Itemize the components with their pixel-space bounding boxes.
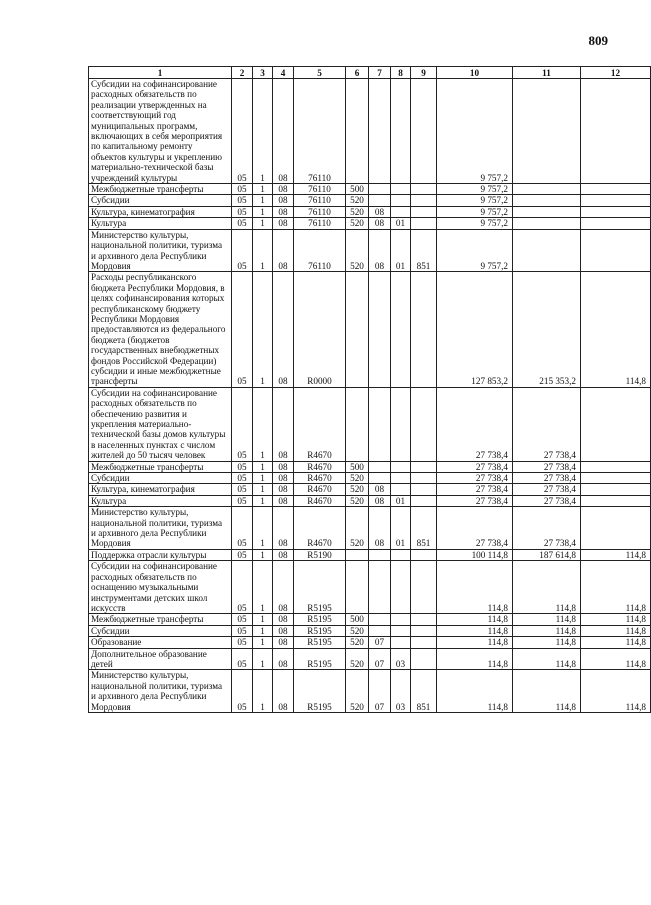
cell-code: 08	[273, 507, 294, 550]
cell-name: Министерство культуры, национальной политики, туризма и архивного дела Республики Мордовия	[89, 507, 232, 550]
cell-code: 05	[232, 229, 253, 272]
cell-code: 05	[232, 79, 253, 184]
cell-code: 1	[253, 473, 273, 484]
cell-ministry	[411, 184, 437, 195]
cell-name: Культура, кинематография	[89, 484, 232, 495]
cell-code: 1	[253, 195, 273, 206]
cell-amount: 114,8	[581, 272, 651, 387]
cell-code: 05	[232, 218, 253, 229]
cell-code: 1	[253, 495, 273, 506]
cell-code: 08	[273, 218, 294, 229]
cell-expense-type: 520	[346, 507, 369, 550]
cell-amount: 114,8	[437, 561, 513, 614]
col-header: 7	[369, 67, 391, 79]
cell-amount: 114,8	[437, 637, 513, 648]
cell-amount: 27 738,4	[513, 495, 581, 506]
col-header: 2	[232, 67, 253, 79]
cell-code: 1	[253, 218, 273, 229]
cell-ministry: 851	[411, 670, 437, 713]
cell-ministry	[411, 614, 437, 625]
cell-amount: 114,8	[513, 648, 581, 670]
cell-section	[369, 195, 391, 206]
cell-amount	[581, 184, 651, 195]
cell-expense-type: 500	[346, 614, 369, 625]
cell-name: Культура	[89, 495, 232, 506]
cell-amount: 27 738,4	[513, 461, 581, 472]
cell-section	[369, 79, 391, 184]
cell-target: R5195	[294, 561, 346, 614]
cell-name: Межбюджетные трансферты	[89, 184, 232, 195]
cell-target: 76110	[294, 195, 346, 206]
cell-name: Культура	[89, 218, 232, 229]
cell-amount: 9 757,2	[437, 184, 513, 195]
cell-ministry	[411, 561, 437, 614]
cell-target: 76110	[294, 229, 346, 272]
cell-ministry: 851	[411, 229, 437, 272]
cell-amount: 114,8	[581, 625, 651, 636]
cell-code: 08	[273, 461, 294, 472]
cell-target: R5195	[294, 648, 346, 670]
cell-amount	[513, 195, 581, 206]
cell-name: Межбюджетные трансферты	[89, 461, 232, 472]
page-number: 809	[588, 33, 608, 48]
cell-code: 1	[253, 507, 273, 550]
cell-amount: 114,8	[513, 625, 581, 636]
cell-target: R4670	[294, 461, 346, 472]
cell-code: 08	[273, 637, 294, 648]
cell-ministry	[411, 549, 437, 560]
cell-code: 08	[273, 272, 294, 387]
cell-amount: 27 738,4	[437, 484, 513, 495]
cell-ministry: 851	[411, 507, 437, 550]
cell-code: 05	[232, 484, 253, 495]
cell-code: 05	[232, 195, 253, 206]
table-row	[89, 549, 651, 560]
cell-code: 05	[232, 473, 253, 484]
cell-name: Субсидии	[89, 195, 232, 206]
cell-target: R5195	[294, 625, 346, 636]
cell-code: 08	[273, 184, 294, 195]
cell-target: R0000	[294, 272, 346, 387]
cell-target: R4670	[294, 473, 346, 484]
col-header: 9	[411, 67, 437, 79]
cell-code: 05	[232, 461, 253, 472]
cell-code: 1	[253, 561, 273, 614]
cell-subsection	[391, 549, 411, 560]
cell-amount	[581, 229, 651, 272]
cell-expense-type	[346, 549, 369, 560]
cell-name: Субсидии	[89, 625, 232, 636]
header-row	[89, 67, 651, 79]
cell-amount: 9 757,2	[437, 206, 513, 217]
cell-target: 76110	[294, 206, 346, 217]
cell-code: 1	[253, 484, 273, 495]
cell-ministry	[411, 387, 437, 461]
cell-subsection	[391, 206, 411, 217]
table-row	[89, 229, 651, 272]
cell-name: Министерство культуры, национальной политики, туризма и архивного дела Республики Мордовия	[89, 670, 232, 713]
cell-section: 08	[369, 507, 391, 550]
cell-expense-type: 520	[346, 484, 369, 495]
cell-expense-type: 500	[346, 184, 369, 195]
cell-section: 08	[369, 218, 391, 229]
cell-amount	[581, 206, 651, 217]
cell-expense-type: 520	[346, 229, 369, 272]
table-body	[89, 79, 651, 713]
cell-expense-type: 520	[346, 670, 369, 713]
cell-code: 1	[253, 184, 273, 195]
cell-code: 08	[273, 648, 294, 670]
cell-subsection	[391, 625, 411, 636]
cell-name: Субсидии на софинансирование расходных обязательств по оснащению музыкальными инструментами детских школ искусств	[89, 561, 232, 614]
cell-amount: 114,8	[581, 614, 651, 625]
cell-target: R4670	[294, 387, 346, 461]
cell-amount: 27 738,4	[513, 484, 581, 495]
cell-amount: 114,8	[581, 549, 651, 560]
cell-amount: 114,8	[581, 670, 651, 713]
cell-amount: 114,8	[437, 670, 513, 713]
cell-name: Культура, кинематография	[89, 206, 232, 217]
cell-code: 1	[253, 229, 273, 272]
cell-amount: 27 738,4	[513, 387, 581, 461]
col-header: 8	[391, 67, 411, 79]
table-row	[89, 272, 651, 387]
cell-expense-type: 520	[346, 206, 369, 217]
cell-section: 08	[369, 484, 391, 495]
table-row	[89, 184, 651, 195]
cell-name: Расходы республиканского бюджета Республики Мордовия, в целях софинансирования которых республиканскому бюджету Республики Мордовия предоставляются из федерального бюджета (бюджетов государственных внебюджетных фондов Российской Федерации) субсидии и иные межбюджетные трансферты	[89, 272, 232, 387]
cell-subsection	[391, 387, 411, 461]
cell-code: 08	[273, 670, 294, 713]
cell-ministry	[411, 79, 437, 184]
cell-code: 05	[232, 648, 253, 670]
cell-amount	[513, 79, 581, 184]
cell-target: R4670	[294, 507, 346, 550]
cell-target: R5195	[294, 670, 346, 713]
cell-amount: 114,8	[581, 648, 651, 670]
cell-code: 05	[232, 507, 253, 550]
cell-ministry	[411, 625, 437, 636]
cell-code: 1	[253, 648, 273, 670]
cell-amount	[513, 184, 581, 195]
table-row	[89, 218, 651, 229]
cell-subsection: 01	[391, 507, 411, 550]
col-header: 3	[253, 67, 273, 79]
cell-subsection	[391, 473, 411, 484]
cell-amount: 114,8	[513, 637, 581, 648]
cell-expense-type: 520	[346, 218, 369, 229]
cell-subsection: 03	[391, 648, 411, 670]
cell-subsection	[391, 637, 411, 648]
table-row	[89, 79, 651, 184]
cell-amount: 127 853,2	[437, 272, 513, 387]
cell-expense-type: 520	[346, 495, 369, 506]
cell-ministry	[411, 218, 437, 229]
cell-code: 08	[273, 206, 294, 217]
cell-ministry	[411, 484, 437, 495]
cell-amount: 114,8	[513, 614, 581, 625]
cell-target: R4670	[294, 484, 346, 495]
cell-section: 07	[369, 648, 391, 670]
cell-target: R5195	[294, 637, 346, 648]
cell-name: Образование	[89, 637, 232, 648]
cell-target: 76110	[294, 218, 346, 229]
table-row	[89, 484, 651, 495]
table-row	[89, 625, 651, 636]
col-header: 11	[513, 67, 581, 79]
cell-subsection: 01	[391, 229, 411, 272]
cell-amount	[581, 387, 651, 461]
cell-ministry	[411, 461, 437, 472]
cell-amount: 114,8	[581, 637, 651, 648]
cell-code: 1	[253, 549, 273, 560]
cell-amount: 187 614,8	[513, 549, 581, 560]
cell-subsection: 01	[391, 495, 411, 506]
cell-amount: 114,8	[513, 670, 581, 713]
cell-amount	[581, 79, 651, 184]
cell-name: Субсидии на софинансирование расходных обязательств по реализации утвержденных на соответствующий год муниципальных программ, включающих в себя мероприятия по капитальному ремонту объектов культуры и укреплению материально-технической базы учреждений культуры	[89, 79, 232, 184]
cell-amount	[581, 461, 651, 472]
col-header: 1	[89, 67, 232, 79]
cell-amount: 27 738,4	[437, 387, 513, 461]
table-row	[89, 614, 651, 625]
cell-code: 05	[232, 549, 253, 560]
cell-amount	[513, 229, 581, 272]
cell-expense-type	[346, 272, 369, 387]
cell-section	[369, 549, 391, 560]
table-row	[89, 507, 651, 550]
cell-code: 08	[273, 614, 294, 625]
cell-code: 05	[232, 272, 253, 387]
table-row	[89, 206, 651, 217]
cell-amount	[581, 507, 651, 550]
cell-target: R5195	[294, 614, 346, 625]
cell-code: 1	[253, 206, 273, 217]
cell-name: Поддержка отрасли культуры	[89, 549, 232, 560]
cell-code: 05	[232, 387, 253, 461]
cell-name: Межбюджетные трансферты	[89, 614, 232, 625]
cell-code: 08	[273, 195, 294, 206]
table-header	[89, 67, 651, 79]
cell-name: Субсидии на софинансирование расходных обязательств по обеспечению развития и укрепления материально-технической базы домов культуры в населенных пунктах с числом жителей до 50 тысяч человек	[89, 387, 232, 461]
cell-amount: 114,8	[513, 561, 581, 614]
cell-expense-type: 520	[346, 195, 369, 206]
cell-target: 76110	[294, 184, 346, 195]
cell-code: 08	[273, 79, 294, 184]
table-row	[89, 461, 651, 472]
cell-amount: 27 738,4	[437, 473, 513, 484]
cell-section	[369, 473, 391, 484]
cell-code: 05	[232, 670, 253, 713]
cell-amount	[581, 484, 651, 495]
cell-expense-type: 520	[346, 648, 369, 670]
cell-amount: 27 738,4	[513, 473, 581, 484]
cell-amount	[581, 495, 651, 506]
cell-ministry	[411, 648, 437, 670]
cell-subsection	[391, 195, 411, 206]
cell-code: 08	[273, 495, 294, 506]
cell-code: 08	[273, 473, 294, 484]
table-row	[89, 670, 651, 713]
cell-code: 08	[273, 549, 294, 560]
cell-code: 08	[273, 229, 294, 272]
col-header: 5	[294, 67, 346, 79]
table-row	[89, 637, 651, 648]
cell-amount: 215 353,2	[513, 272, 581, 387]
cell-section	[369, 272, 391, 387]
cell-expense-type: 520	[346, 473, 369, 484]
cell-amount: 114,8	[437, 648, 513, 670]
cell-code: 08	[273, 625, 294, 636]
cell-section	[369, 561, 391, 614]
cell-ministry	[411, 637, 437, 648]
cell-target: 76110	[294, 79, 346, 184]
cell-code: 08	[273, 484, 294, 495]
cell-amount	[513, 218, 581, 229]
cell-ministry	[411, 495, 437, 506]
cell-code: 05	[232, 184, 253, 195]
cell-amount	[581, 218, 651, 229]
cell-code: 08	[273, 561, 294, 614]
cell-subsection	[391, 79, 411, 184]
cell-ministry	[411, 473, 437, 484]
cell-section: 07	[369, 670, 391, 713]
table-row	[89, 561, 651, 614]
cell-expense-type	[346, 561, 369, 614]
cell-target: R4670	[294, 495, 346, 506]
cell-ministry	[411, 206, 437, 217]
cell-expense-type: 520	[346, 637, 369, 648]
cell-code: 1	[253, 670, 273, 713]
cell-expense-type	[346, 387, 369, 461]
cell-subsection	[391, 614, 411, 625]
cell-subsection	[391, 484, 411, 495]
cell-code: 05	[232, 495, 253, 506]
cell-code: 1	[253, 79, 273, 184]
cell-name: Министерство культуры, национальной политики, туризма и архивного дела Республики Мордовия	[89, 229, 232, 272]
budget-table	[88, 66, 651, 713]
cell-amount: 114,8	[581, 561, 651, 614]
col-header: 6	[346, 67, 369, 79]
cell-section	[369, 461, 391, 472]
cell-amount	[581, 195, 651, 206]
cell-code: 1	[253, 614, 273, 625]
cell-subsection	[391, 184, 411, 195]
cell-code: 1	[253, 625, 273, 636]
cell-name: Субсидии	[89, 473, 232, 484]
cell-ministry	[411, 195, 437, 206]
cell-amount: 27 738,4	[437, 507, 513, 550]
cell-section: 08	[369, 206, 391, 217]
cell-section: 08	[369, 229, 391, 272]
cell-amount	[581, 473, 651, 484]
table-row	[89, 495, 651, 506]
col-header: 12	[581, 67, 651, 79]
cell-code: 1	[253, 387, 273, 461]
cell-amount: 9 757,2	[437, 195, 513, 206]
cell-amount: 9 757,2	[437, 229, 513, 272]
cell-section: 08	[369, 495, 391, 506]
cell-section	[369, 184, 391, 195]
cell-amount	[513, 206, 581, 217]
cell-code: 1	[253, 272, 273, 387]
cell-subsection: 01	[391, 218, 411, 229]
cell-expense-type	[346, 79, 369, 184]
col-header: 4	[273, 67, 294, 79]
cell-amount: 114,8	[437, 614, 513, 625]
cell-amount: 114,8	[437, 625, 513, 636]
table-row	[89, 648, 651, 670]
cell-code: 08	[273, 387, 294, 461]
cell-code: 05	[232, 206, 253, 217]
cell-amount: 9 757,2	[437, 218, 513, 229]
cell-section	[369, 625, 391, 636]
cell-ministry	[411, 272, 437, 387]
cell-subsection: 03	[391, 670, 411, 713]
cell-code: 1	[253, 461, 273, 472]
cell-expense-type: 520	[346, 625, 369, 636]
cell-name: Дополнительное образование детей	[89, 648, 232, 670]
cell-section	[369, 614, 391, 625]
cell-subsection	[391, 272, 411, 387]
cell-amount: 27 738,4	[437, 461, 513, 472]
cell-section	[369, 387, 391, 461]
cell-amount: 27 738,4	[437, 495, 513, 506]
table-row	[89, 387, 651, 461]
cell-code: 05	[232, 637, 253, 648]
cell-code: 05	[232, 625, 253, 636]
cell-amount: 27 738,4	[513, 507, 581, 550]
table-row	[89, 195, 651, 206]
cell-subsection	[391, 561, 411, 614]
cell-code: 05	[232, 614, 253, 625]
cell-target: R5190	[294, 549, 346, 560]
cell-amount: 9 757,2	[437, 79, 513, 184]
cell-code: 1	[253, 637, 273, 648]
col-header: 10	[437, 67, 513, 79]
cell-amount: 100 114,8	[437, 549, 513, 560]
cell-code: 05	[232, 561, 253, 614]
table-row	[89, 473, 651, 484]
cell-subsection	[391, 461, 411, 472]
cell-expense-type: 500	[346, 461, 369, 472]
cell-section: 07	[369, 637, 391, 648]
